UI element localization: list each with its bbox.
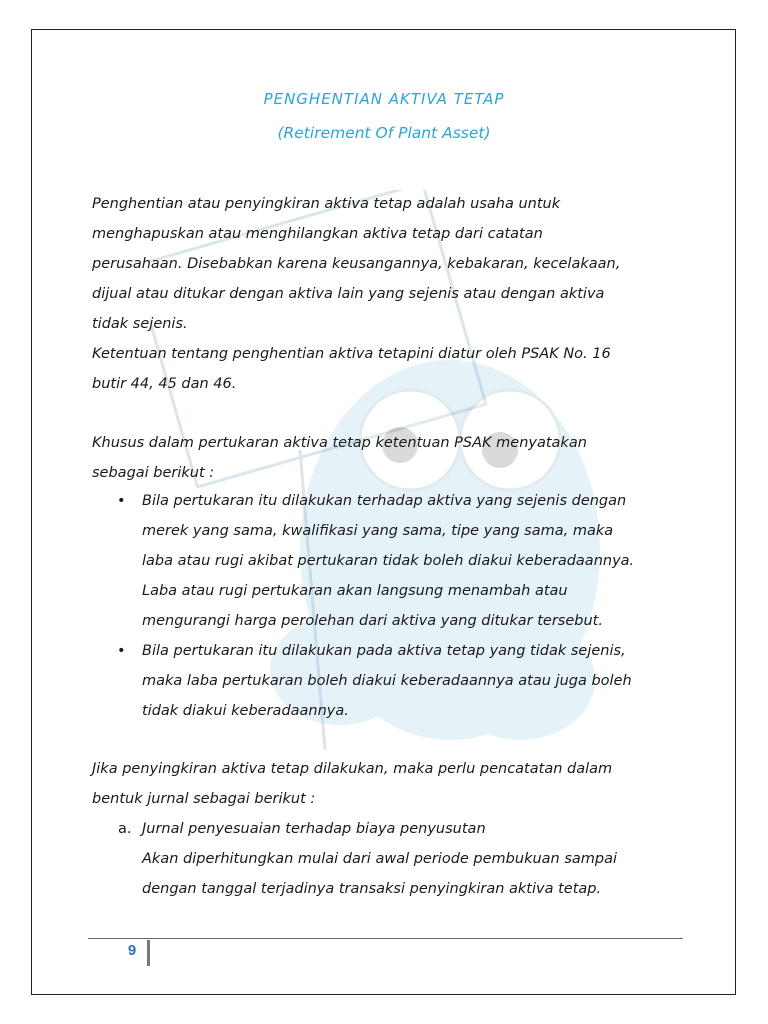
intro-paragraph <box>92 189 672 399</box>
bullet-icon: • <box>117 643 126 659</box>
page-title: PENGHENTIAN AKTIVA TETAP <box>263 90 505 108</box>
page-number-divider <box>147 940 150 966</box>
lettered-list-item <box>92 814 682 904</box>
list-item-label: Jurnal penyesuaian terhadap biaya penyusutan <box>142 821 486 837</box>
text-line: perusahaan. Disebabkan karena keusangannya, kebakaran, kecelakaan, <box>92 256 621 272</box>
text-line: mengurangi harga perolehan dari aktiva yang ditukar tersebut. <box>142 613 603 629</box>
text-line: dijual atau ditukar dengan aktiva lain yang sejenis atau dengan aktiva <box>92 286 605 302</box>
text-line: tidak diakui keberadaannya. <box>142 703 349 719</box>
text-line: maka laba pertukaran boleh diakui keberadaannya atau juga boleh <box>142 673 632 689</box>
text-line: menghapuskan atau menghilangkan aktiva tetap dari catatan <box>92 226 543 242</box>
text-line: Akan diperhitungkan mulai dari awal periode pembukuan sampai <box>142 851 618 867</box>
text-line: sebagai berikut : <box>92 465 215 481</box>
bullet-icon: • <box>117 493 126 509</box>
list-marker: a. <box>118 821 132 837</box>
text-line: merek yang sama, kwalifikasi yang sama, tipe yang sama, maka <box>142 523 614 539</box>
footer-divider <box>88 938 683 939</box>
text-line: tidak sejenis. <box>92 316 188 332</box>
text-line: bentuk jurnal sebagai berikut : <box>92 791 316 807</box>
psak-paragraph <box>92 428 672 488</box>
text-line: Jika penyingkiran aktiva tetap dilakukan, maka perlu pencatatan dalam <box>92 761 613 777</box>
list-item <box>92 486 682 636</box>
text-line: dengan tanggal terjadinya transaksi penyingkiran aktiva tetap. <box>142 881 602 897</box>
text-line: Ketentuan tentang penghentian aktiva tetapini diatur oleh PSAK No. 16 <box>92 346 611 362</box>
text-line: Bila pertukaran itu dilakukan pada aktiva tetap yang tidak sejenis, <box>142 643 626 659</box>
journal-paragraph <box>92 754 672 814</box>
text-line: Bila pertukaran itu dilakukan terhadap aktiva yang sejenis dengan <box>142 493 627 509</box>
text-line: laba atau rugi akibat pertukaran tidak boleh diakui keberadaannya. <box>142 553 635 569</box>
page-subtitle: (Retirement Of Plant Asset) <box>277 124 491 142</box>
list-item <box>92 636 682 726</box>
text-line: Penghentian atau penyingkiran aktiva tetap adalah usaha untuk <box>92 196 561 212</box>
page-number: 9 <box>127 942 137 959</box>
bullet-list <box>92 486 682 726</box>
text-line: butir 44, 45 dan 46. <box>92 376 237 392</box>
text-line: Khusus dalam pertukaran aktiva tetap ketentuan PSAK menyatakan <box>92 435 587 451</box>
text-line: Laba atau rugi pertukaran akan langsung menambah atau <box>142 583 568 599</box>
